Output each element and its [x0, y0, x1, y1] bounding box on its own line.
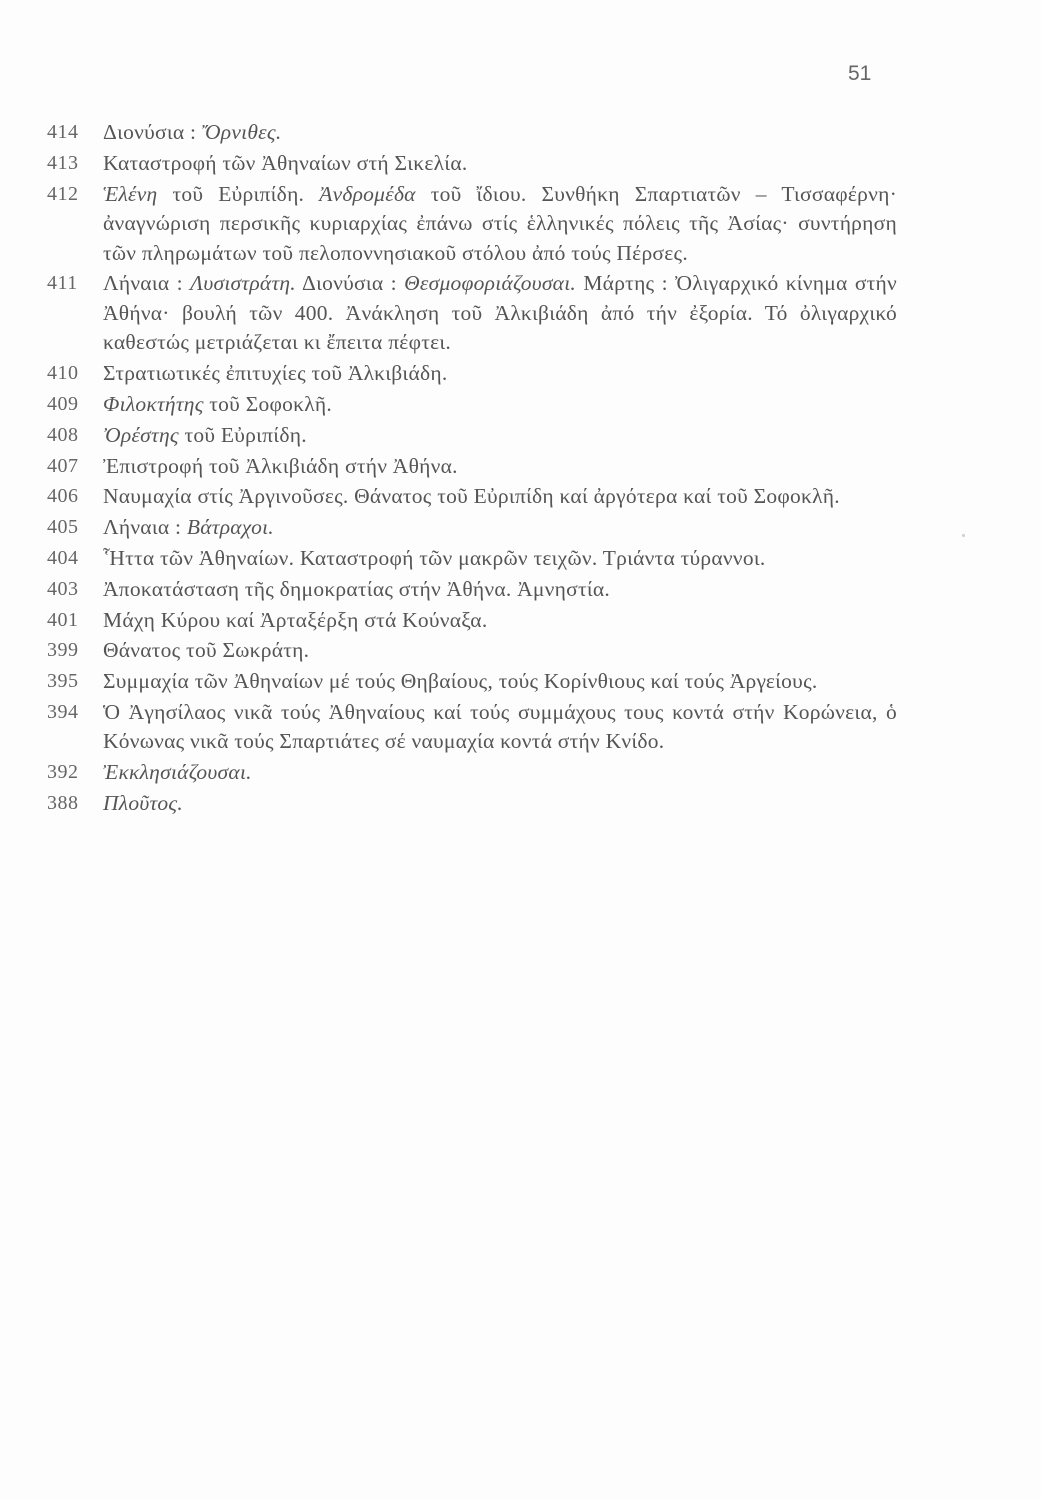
entry-year: 392: [47, 761, 79, 784]
entry-year: 410: [47, 362, 79, 385]
chronology-entry: [47, 149, 897, 179]
chronology-entry: [47, 359, 897, 389]
entry-text: [103, 118, 897, 148]
entry-year: 407: [47, 454, 79, 477]
entry-text: [103, 513, 897, 543]
entry-text-segment: Διονύσια :: [103, 120, 202, 144]
chronology-entry: [47, 544, 897, 574]
entry-text-segment: τοῦ ἴδιου. Συνθήκη Σπαρτιατῶν – Τισσαφέρνη· ἀναγνώριση περσικῆς κυριαρχίας ἐπάνω στίς ἑλληνικές πόλεις τῆς Ἀσίας· συντήρηση τῶν πληρωμάτων τοῦ πελοποννησιακοῦ στόλου ἀπό τούς Πέρσες.: [103, 181, 898, 265]
entry-year: 412: [47, 182, 79, 205]
work-title: Ὀρέστης: [103, 422, 179, 447]
entry-text: [103, 180, 897, 269]
paper-speck: [962, 534, 965, 537]
entry-text-segment: Λήναια :: [103, 515, 187, 540]
entry-text: [103, 667, 897, 697]
work-title: Ἑλένη: [103, 181, 158, 206]
entry-year: 405: [47, 516, 79, 539]
work-title: Ὄρνιθες.: [201, 120, 282, 144]
chronology-entry: [47, 698, 897, 757]
entry-text: [103, 482, 897, 512]
entry-text: [103, 636, 897, 666]
page-number: 51: [848, 62, 872, 85]
entry-year: 409: [47, 392, 79, 415]
chronology-entry: [47, 452, 897, 482]
entry-text: [103, 390, 897, 420]
entry-text-segment: Μάρτης : Ὀλιγαρχικό κίνημα στήν Ἀθήνα· βουλή τῶν 400. Ἀνάκληση τοῦ Ἀλκιβιάδη ἀπό τήν ἐξορία. Τό ὀλιγαρχικό καθεστώς μετριάζεται κι ἔπειτα πέφτει.: [103, 271, 898, 355]
entry-text-segment: τοῦ Εὐριπίδη.: [178, 422, 307, 447]
work-title: Λυσιστράτη.: [190, 271, 296, 296]
entry-year: 394: [47, 700, 79, 723]
entry-text: [103, 789, 897, 819]
entry-text: [103, 698, 897, 757]
entry-text-segment: Ἧττα τῶν Ἀθηναίων. Καταστροφή τῶν μακρῶν τειχῶν. Τριάντα τύραννοι.: [103, 545, 766, 570]
work-title: Φιλοκτήτης: [103, 391, 204, 416]
entry-text: [103, 575, 897, 605]
entry-text: [103, 544, 897, 574]
entry-text-segment: Ναυμαχία στίς Ἀργινοῦσες. Θάνατος τοῦ Εὐριπίδη καί ἀργότερα καί τοῦ Σοφοκλῆ.: [103, 484, 840, 509]
chronology-entry: [47, 606, 897, 636]
entry-year: 411: [47, 272, 78, 295]
entry-text: [103, 149, 897, 179]
entry-year: 399: [47, 639, 79, 662]
work-title: Βάτραχοι.: [186, 515, 274, 540]
entry-year: 403: [47, 577, 79, 600]
entry-text-segment: τοῦ Εὐριπίδη.: [157, 181, 320, 206]
chronology-entry: [47, 513, 897, 543]
entry-text: [103, 758, 897, 788]
chronology-entry: [47, 118, 897, 148]
entry-text-segment: Ἀποκατάσταση τῆς δημοκρατίας στήν Ἀθήνα. Ἀμνηστία.: [103, 576, 611, 601]
chronology-list: [47, 118, 897, 820]
entry-text-segment: Καταστροφή τῶν Ἀθηναίων στή Σικελία.: [103, 150, 468, 175]
chronology-entry: [47, 575, 897, 605]
chronology-entry: [47, 269, 897, 358]
work-title: Πλοῦτος.: [103, 791, 184, 816]
entry-text-segment: τοῦ Σοφοκλῆ.: [203, 391, 333, 416]
entry-year: 414: [47, 121, 79, 143]
entry-text-segment: Συμμαχία τῶν Ἀθηναίων μέ τούς Θηβαίους, τούς Κορίνθιους καί τούς Ἀργείους.: [103, 669, 818, 694]
work-title: Θεσμοφοριάζουσαι.: [404, 271, 577, 296]
chronology-entry: [47, 421, 897, 451]
entry-text-segment: Ὁ Ἀγησίλαος νικᾶ τούς Ἀθηναίους καί τούς συμμάχους τους κοντά στήν Κορώνεια, ὁ Κόνωνας νικᾶ τούς Σπαρτιάτες σέ ναυμαχία κοντά στήν Κνίδο.: [103, 699, 897, 754]
entry-year: 413: [47, 151, 79, 174]
entry-year: 388: [47, 792, 79, 815]
entry-year: 395: [47, 670, 79, 693]
chronology-entry: [47, 390, 897, 420]
entry-text-segment: Στρατιωτικές ἐπιτυχίες τοῦ Ἀλκιβιάδη.: [103, 361, 448, 386]
work-title: Ἐκκλησιάζουσαι.: [103, 760, 252, 785]
chronology-entry: [47, 789, 897, 819]
entry-year: 408: [47, 423, 79, 446]
entry-text-segment: Λήναια :: [103, 271, 191, 296]
entry-text: [103, 269, 897, 358]
entry-year: 404: [47, 546, 79, 569]
work-title: Ἀνδρομέδα: [319, 181, 416, 206]
entry-text-segment: Θάνατος τοῦ Σωκράτη.: [103, 638, 310, 663]
entry-text-segment: Μάχη Κύρου καί Ἀρταξέρξη στά Κούναξα.: [103, 607, 488, 632]
entry-text: [103, 421, 897, 451]
entry-text: [103, 359, 897, 389]
entry-text: [103, 606, 897, 636]
chronology-entry: [47, 482, 897, 512]
entry-year: 406: [47, 485, 79, 508]
chronology-entry: [47, 758, 897, 788]
entry-text: [103, 452, 897, 482]
entry-text-segment: Διονύσια :: [295, 271, 405, 296]
chronology-entry: [47, 180, 897, 269]
chronology-entry: [47, 667, 897, 697]
chronology-entry: [47, 636, 897, 666]
entry-year: 401: [47, 608, 79, 631]
entry-text-segment: Ἐπιστροφή τοῦ Ἀλκιβιάδη στήν Ἀθήνα.: [103, 453, 458, 478]
